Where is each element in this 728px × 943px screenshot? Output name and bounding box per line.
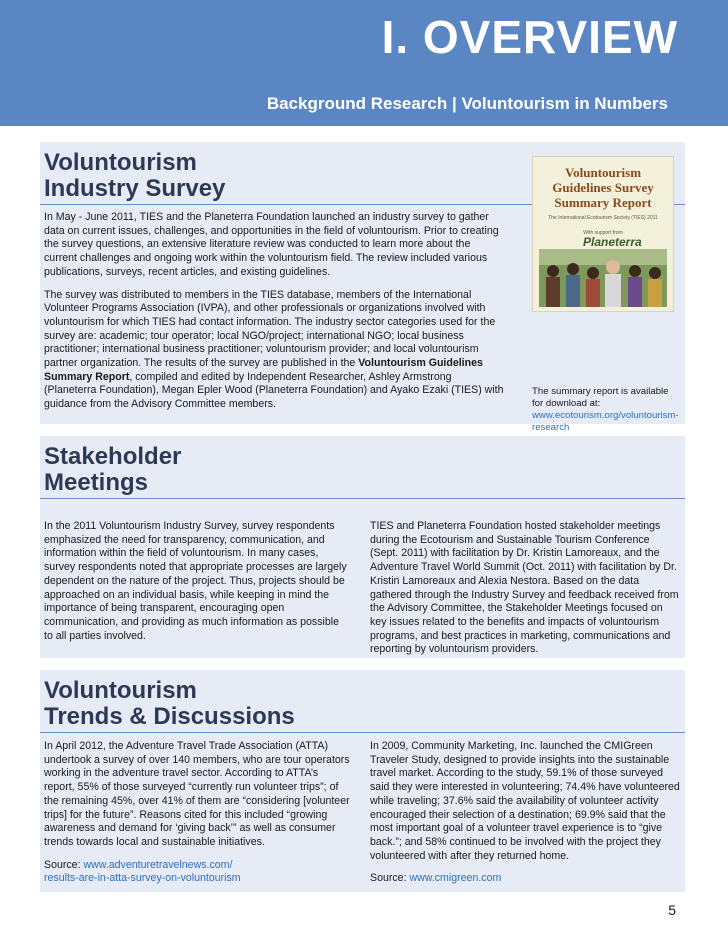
left-column xyxy=(40,734,354,901)
section-heading xyxy=(40,436,685,498)
download-link[interactable]: www.ecotourism.org/voluntourism-research xyxy=(532,410,679,433)
page-header xyxy=(0,0,728,126)
source-link[interactable]: www.adventuretravelnews.com/ xyxy=(83,858,233,871)
page-subtitle: Background Research | Voluntourism in Numbers xyxy=(266,94,668,113)
planeterra-logo: Planeterra xyxy=(583,235,642,249)
heading-line: Stakeholder xyxy=(44,443,182,470)
section-heading xyxy=(40,670,685,732)
cover-title-line: Guidelines Survey xyxy=(552,180,654,195)
heading-line: Meetings xyxy=(44,469,149,496)
page-number: 5 xyxy=(668,902,676,918)
section-body xyxy=(40,205,510,427)
section-industry-survey xyxy=(40,142,685,433)
divider xyxy=(40,732,685,733)
paragraph: In 2009, Community Marketing, Inc. launched the CMIGreen Traveler Study, designed to provide insights into the sustainable travel market. According to the study, 59.1% of those surveyed said they were interested in volunteering; 74.4% have volunteered while traveling; 37.6% said the availability of volunteer activity encouraged their selection of a destination; 69.9% said that the most important goal of a volunteer travel experience is to “give back.”; and 58% continued to be involved with the project they volunteered with after they returned home. xyxy=(370,740,680,862)
page-title: I. OVERVIEW xyxy=(381,11,678,63)
heading-line: Industry Survey xyxy=(44,175,226,202)
caption-text: The summary report is available for download at: xyxy=(532,386,669,409)
divider xyxy=(40,498,685,499)
left-column xyxy=(40,514,354,658)
right-column xyxy=(366,734,684,901)
source-link[interactable]: results-are-in-atta-survey-on-voluntourism xyxy=(44,872,241,885)
text: , compiled and edited by Independent Researcher, Ashley Armstrong (Planeterra Foundation), Megan Epler Wood (Planeterra Foundation) and Ayako Ezaki (TIES) with guidance from the Advisory Committee members. xyxy=(44,370,504,411)
cover-subtitle xyxy=(533,215,673,237)
volunteers-photo xyxy=(539,249,667,307)
cover-caption xyxy=(532,386,682,434)
paragraph xyxy=(44,289,506,412)
paragraph: In May - June 2011, TIES and the Planeterra Foundation launched an industry survey to gather data on current issues, challenges, and opportunities in the field of voluntourism. Prior to creating the survey questions, an extensive literature review was conducted to learn more about the current challenges and ongoing work within the voluntourism field. The review included various publications, surveys, recent articles, and existing guidelines. xyxy=(44,211,499,278)
cover-sub-line: With support from xyxy=(583,230,623,236)
source xyxy=(370,872,680,886)
paragraph: In April 2012, the Adventure Travel Trade Association (ATTA) undertook a survey of over 140 members, who are tour operators working in the adventure travel sector. According to ATTA’s report, 55% of those surveyed “currently run volunteer trips”; of the remaining 45%, over 41% of them are “considering [volunteer trips] for the future”. Reasons cited for this included “growing awareness and demand for ‘giving back’” as well as consumer trends towards local and sustainable initiatives. xyxy=(44,740,350,848)
heading-line: Voluntourism xyxy=(44,149,197,176)
source-label: Source: xyxy=(370,872,410,885)
source xyxy=(44,859,350,886)
report-title: Voluntourism Guidelines Summary Report xyxy=(44,357,483,383)
cover-sub-line: The International Ecotourism Society (TIES) 2011 xyxy=(548,215,658,221)
section-stakeholder-meetings xyxy=(40,436,685,658)
cover-title-line: Summary Report xyxy=(554,195,652,210)
paragraph: In the 2011 Voluntourism Industry Survey, survey respondents emphasized the need for transparency, communication, and information within the field of voluntourism. In many cases, survey respondents noted that appropriate processes are largely dependent on the nature of the project. Thus, projects should be approached on an individual basis, while keeping in mind the importance of being transparent, encouraging open communication, and providing as much information as possible to all parties involved. xyxy=(44,520,347,642)
report-cover-image xyxy=(532,156,674,312)
heading-line: Voluntourism xyxy=(44,677,197,704)
paragraph: TIES and Planeterra Foundation hosted stakeholder meetings during the Ecotourism and Sustainable Tourism Conference (Sept. 2011) with facilitation by Dr. Kristin Lamoreaux, and the Adventure Travel World Summit (Oct. 2011) with facilitation by Dr. Kristin Lamoreaux and Alexia Nestora. Based on the data gathered through the Industry Survey and feedback received from the Advisory Committee, the Stakeholder Meetings focused on key issues related to the benefits and impacts of voluntourism programs, and best practices in marketing, communications and reporting by voluntourism providers. xyxy=(370,520,679,656)
cover-title xyxy=(533,165,673,210)
photo-illustration xyxy=(539,249,667,307)
source-link[interactable]: www.cmigreen.com xyxy=(409,872,502,885)
right-column xyxy=(366,514,684,672)
cover-title-line: Voluntourism xyxy=(564,165,642,180)
source-label: Source: xyxy=(44,858,84,871)
section-trends-discussions xyxy=(40,670,685,892)
text: The survey was distributed to members in the TIES database, members of the International Volunteer Programs Association (IVPA), and other professionals or organizations involved with voluntourism for which TIES had contact information. The industry sector categories used for the survey are: academic; tour operator; local NGO/project; international NGO; local business practitioner; international business practitioner; voluntourism provider; and local voluntourism partner organization. The results of the survey are published in the xyxy=(44,288,496,370)
heading-line: Trends & Discussions xyxy=(44,703,295,730)
